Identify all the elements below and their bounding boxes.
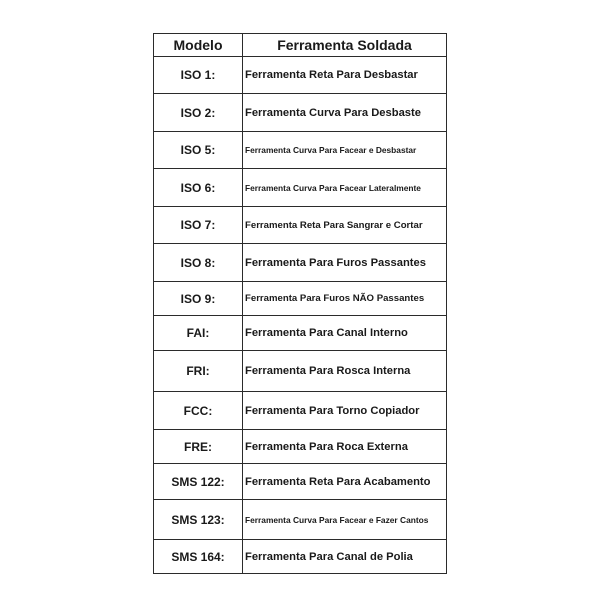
model-cell: ISO 2: [154, 94, 243, 132]
model-cell: ISO 6: [154, 169, 243, 207]
table-row [154, 132, 447, 169]
model-cell: FRE: [154, 430, 243, 464]
tool-cell: Ferramenta Para Roca Externa [243, 430, 447, 464]
tool-cell: Ferramenta Curva Para Desbaste [243, 94, 447, 132]
model-cell: FRI: [154, 351, 243, 392]
model-cell: ISO 1: [154, 57, 243, 94]
tool-cell: Ferramenta Para Furos Passantes [243, 244, 447, 282]
table-row [154, 430, 447, 464]
model-cell: SMS 123: [154, 500, 243, 540]
table-row [154, 392, 447, 430]
table-row [154, 282, 447, 316]
model-cell: ISO 5: [154, 132, 243, 169]
tool-cell: Ferramenta Reta Para Desbastar [243, 57, 447, 94]
header-row [154, 34, 447, 57]
model-cell: ISO 7: [154, 207, 243, 244]
table-row [154, 207, 447, 244]
model-cell: FAI: [154, 316, 243, 351]
table-row [154, 351, 447, 392]
tool-cell: Ferramenta Para Canal Interno [243, 316, 447, 351]
tool-cell: Ferramenta Para Canal de Polia [243, 540, 447, 574]
table-row [154, 244, 447, 282]
table-row [154, 57, 447, 94]
tool-cell: Ferramenta Curva Para Facear e Fazer Cantos [243, 500, 447, 540]
model-cell: FCC: [154, 392, 243, 430]
tool-cell: Ferramenta Curva Para Facear e Desbastar [243, 132, 447, 169]
header-model: Modelo [154, 34, 243, 57]
header-tool: Ferramenta Soldada [243, 34, 447, 57]
table-row [154, 94, 447, 132]
tool-table [153, 33, 447, 574]
table-row [154, 540, 447, 574]
tool-cell: Ferramenta Reta Para Sangrar e Cortar [243, 207, 447, 244]
tool-cell: Ferramenta Para Torno Copiador [243, 392, 447, 430]
model-cell: ISO 9: [154, 282, 243, 316]
model-cell: SMS 164: [154, 540, 243, 574]
tool-cell: Ferramenta Curva Para Facear Lateralmente [243, 169, 447, 207]
tool-cell: Ferramenta Para Furos NÃO Passantes [243, 282, 447, 316]
table-row [154, 500, 447, 540]
tool-cell: Ferramenta Reta Para Acabamento [243, 464, 447, 500]
table-row [154, 316, 447, 351]
table-row [154, 464, 447, 500]
table-row [154, 169, 447, 207]
tool-cell: Ferramenta Para Rosca Interna [243, 351, 447, 392]
model-cell: SMS 122: [154, 464, 243, 500]
model-cell: ISO 8: [154, 244, 243, 282]
